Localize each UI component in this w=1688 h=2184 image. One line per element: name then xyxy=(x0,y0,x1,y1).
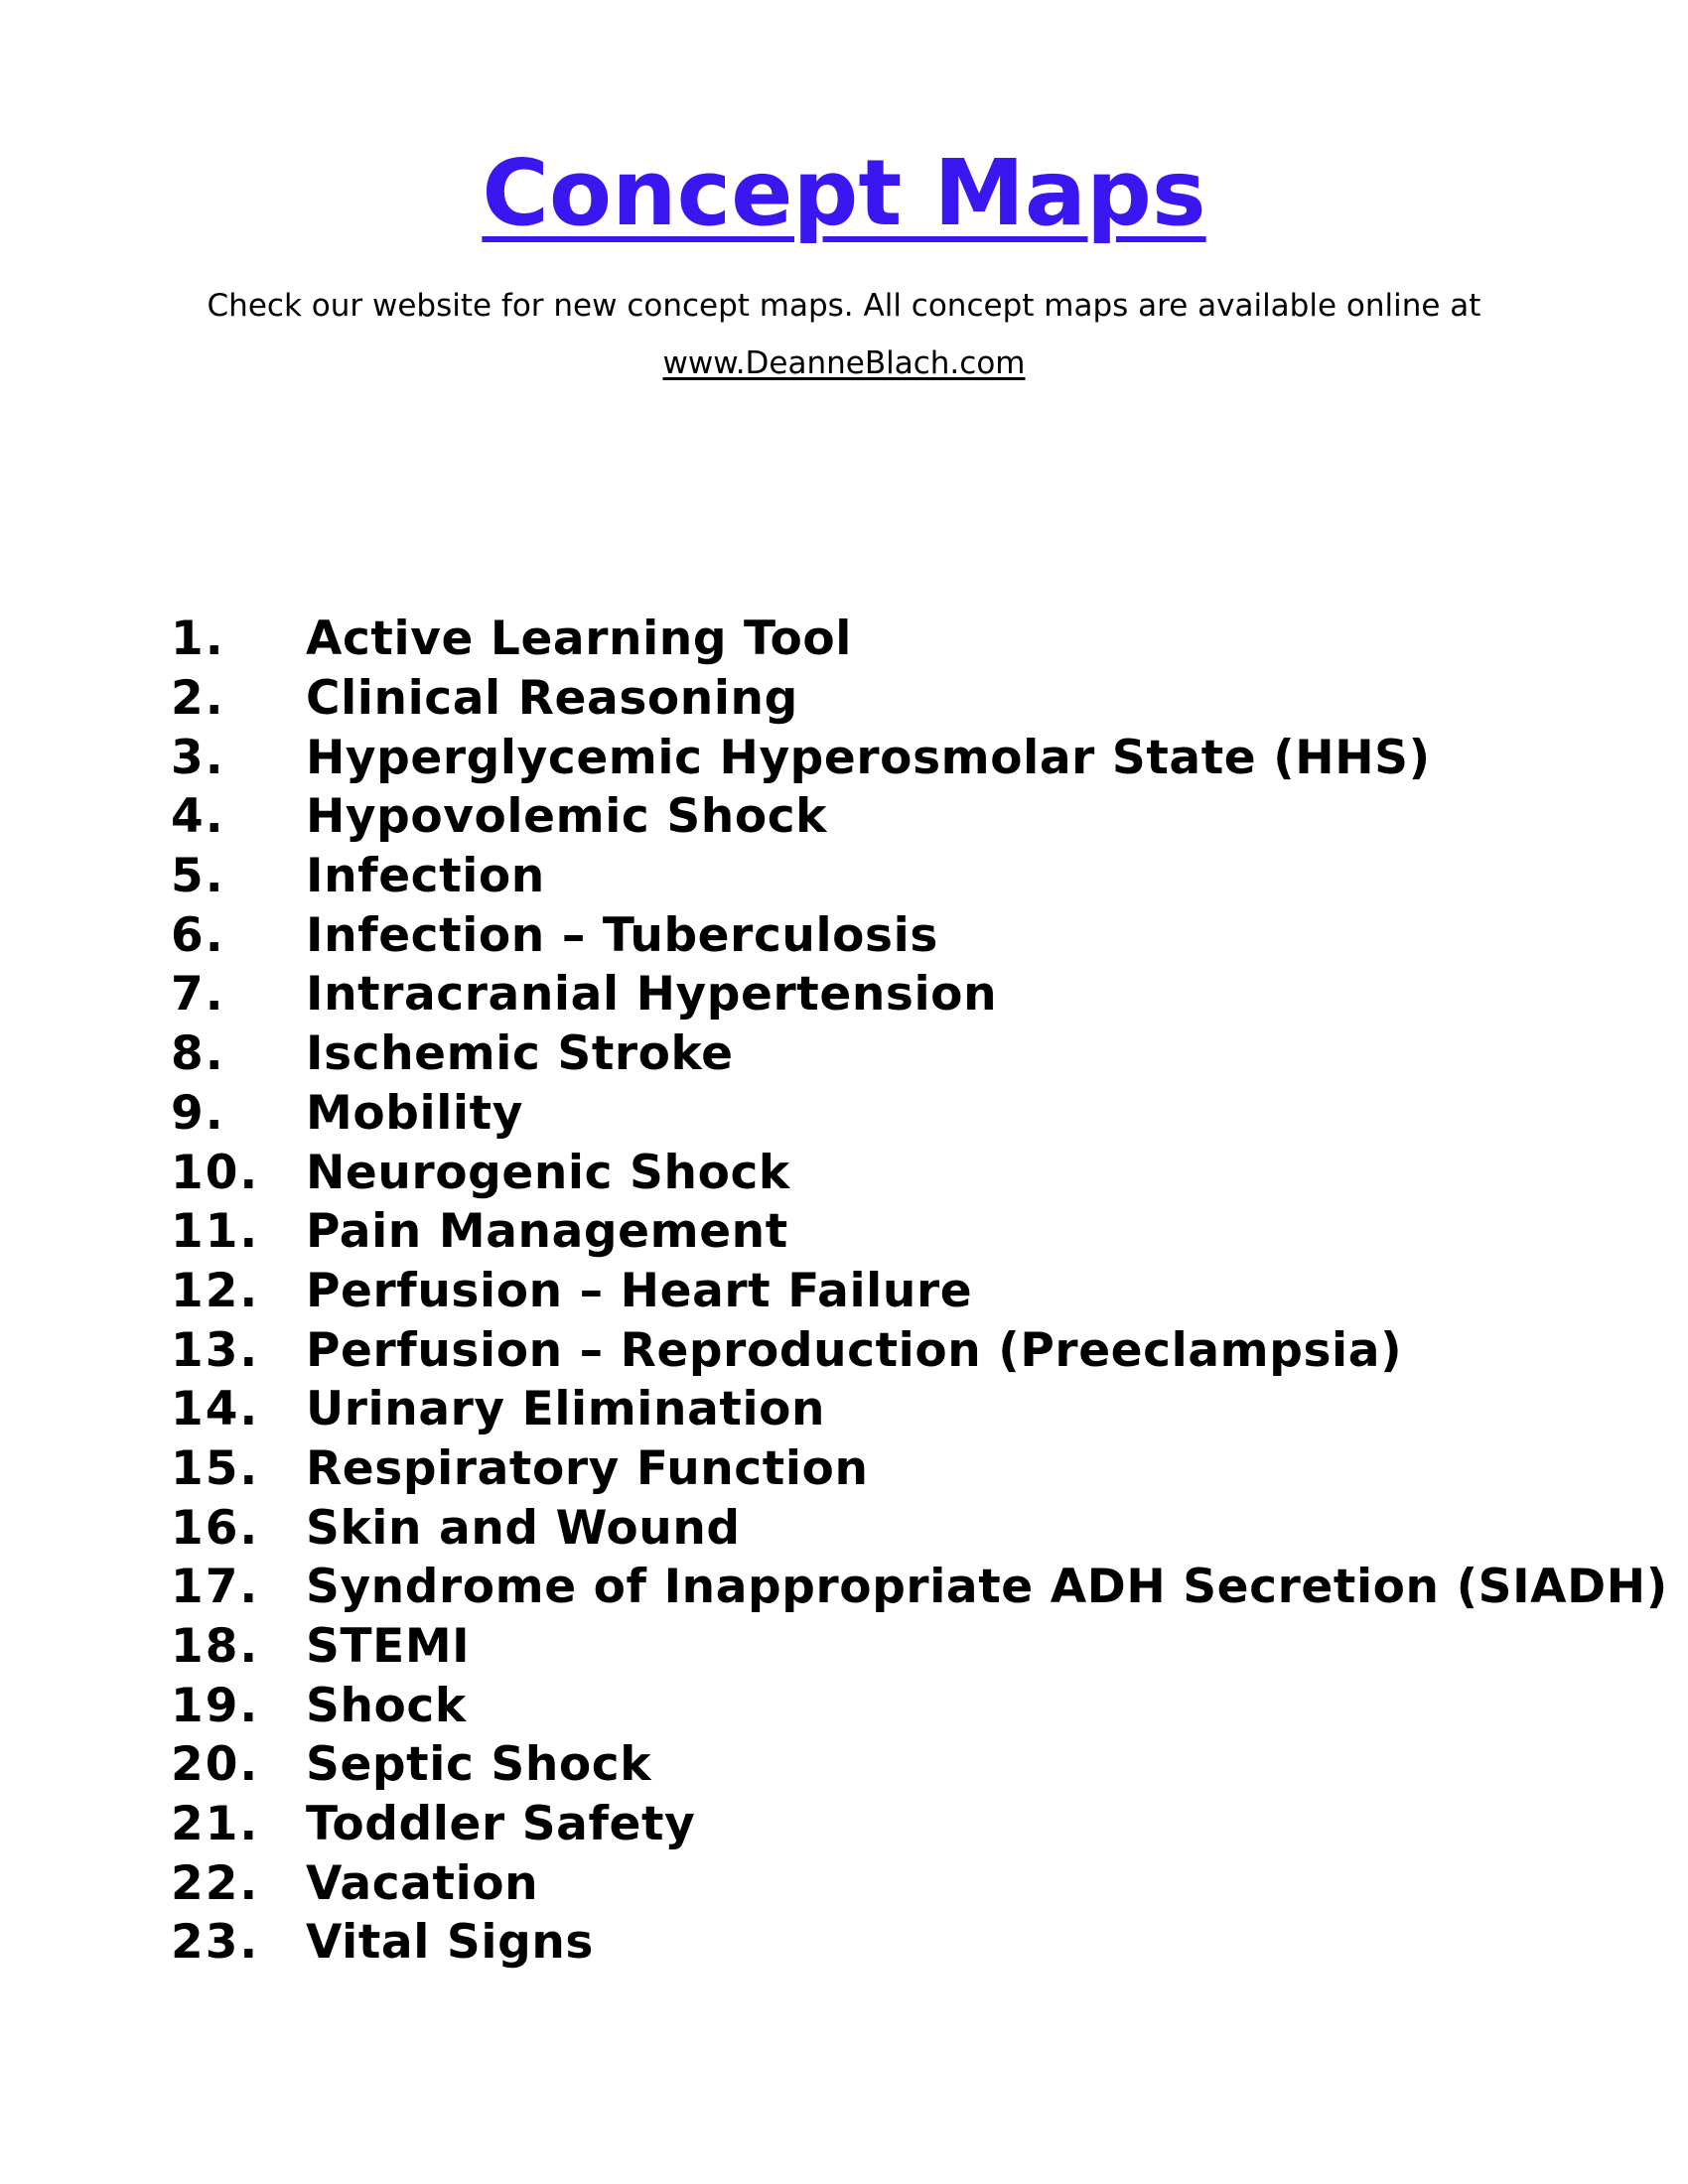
list-item-label: STEMI xyxy=(306,1619,471,1675)
list-item-label: Infection xyxy=(306,849,545,904)
list-item-number: 11. xyxy=(171,1204,260,1260)
list-item-label: Vital Signs xyxy=(306,1915,594,1971)
list-item-label: Urinary Elimination xyxy=(306,1382,826,1437)
list-item xyxy=(171,610,1630,669)
page-title-text: Concept Maps xyxy=(482,140,1206,246)
list-item xyxy=(171,728,1630,787)
list-item-number: 8. xyxy=(171,1026,225,1082)
list-item-label: Clinical Reasoning xyxy=(306,671,798,727)
list-item-label: Respiratory Function xyxy=(306,1440,869,1496)
list-item-label: Hypovolemic Shock xyxy=(306,789,828,845)
list-item-number: 21. xyxy=(171,1797,260,1852)
list-item xyxy=(171,1439,1630,1499)
list-item xyxy=(171,1913,1630,1973)
list-item xyxy=(171,1320,1630,1380)
list-item xyxy=(171,1617,1630,1677)
list-item-label: Shock xyxy=(306,1678,467,1733)
list-item xyxy=(171,965,1630,1024)
list-item xyxy=(171,1498,1630,1558)
list-item xyxy=(171,847,1630,906)
list-item-number: 19. xyxy=(171,1678,260,1733)
list-item-number: 20. xyxy=(171,1737,260,1793)
list-item xyxy=(171,1735,1630,1795)
list-item-number: 9. xyxy=(171,1085,225,1141)
list-item-number: 22. xyxy=(171,1855,260,1911)
list-item-label: Hyperglycemic Hyperosmolar State (HHS) xyxy=(306,730,1431,785)
list-item-label: Active Learning Tool xyxy=(306,612,852,667)
intro-text: Check our website for new concept maps. All concept maps are available online at xyxy=(207,288,1481,324)
list-item-number: 18. xyxy=(171,1619,260,1675)
list-item xyxy=(171,1084,1630,1144)
list-item xyxy=(171,1024,1630,1084)
list-item-label: Septic Shock xyxy=(306,1737,652,1793)
list-item xyxy=(171,787,1630,847)
list-item-label: Perfusion – Reproduction (Preeclampsia) xyxy=(306,1322,1403,1378)
list-item-number: 2. xyxy=(171,671,225,727)
list-item-number: 10. xyxy=(171,1145,260,1200)
list-item-label: Syndrome of Inappropriate ADH Secretion (SIADH) xyxy=(306,1560,1668,1615)
list-item xyxy=(171,1853,1630,1913)
list-item-label: Pain Management xyxy=(306,1204,788,1260)
list-item-number: 23. xyxy=(171,1915,260,1971)
list-item xyxy=(171,1676,1630,1735)
list-item-number: 13. xyxy=(171,1322,260,1378)
list-item xyxy=(171,1558,1668,1617)
list-item-label: Vacation xyxy=(306,1855,539,1911)
list-item-number: 4. xyxy=(171,789,225,845)
list-item-number: 3. xyxy=(171,730,225,785)
list-item-number: 16. xyxy=(171,1500,260,1556)
list-item-number: 12. xyxy=(171,1263,260,1318)
website-line xyxy=(0,341,1688,385)
list-item xyxy=(171,1202,1630,1262)
list-item-label: Intracranial Hypertension xyxy=(306,967,998,1023)
list-item-number: 6. xyxy=(171,907,225,963)
list-item xyxy=(171,1795,1630,1854)
page-title xyxy=(0,139,1688,248)
list-item-number: 17. xyxy=(171,1560,260,1615)
website-link[interactable]: www.DeanneBlach.com xyxy=(662,345,1026,381)
list-item-label: Ischemic Stroke xyxy=(306,1026,734,1082)
list-item-label: Neurogenic Shock xyxy=(306,1145,790,1200)
list-item xyxy=(171,1143,1630,1202)
list-item-number: 1. xyxy=(171,612,225,667)
list-item-label: Skin and Wound xyxy=(306,1500,741,1556)
list-item-number: 15. xyxy=(171,1440,260,1496)
list-item xyxy=(171,1262,1630,1321)
list-item-label: Infection – Tuberculosis xyxy=(306,907,938,963)
list-item xyxy=(171,905,1630,965)
list-item-number: 14. xyxy=(171,1382,260,1437)
list-item-number: 7. xyxy=(171,967,225,1023)
list-item-number: 5. xyxy=(171,849,225,904)
list-item xyxy=(171,1380,1630,1439)
list-item-label: Mobility xyxy=(306,1085,523,1141)
concept-map-list xyxy=(171,610,1668,1973)
list-item-label: Perfusion – Heart Failure xyxy=(306,1263,973,1318)
list-item-label: Toddler Safety xyxy=(306,1797,696,1852)
list-item xyxy=(171,669,1630,729)
